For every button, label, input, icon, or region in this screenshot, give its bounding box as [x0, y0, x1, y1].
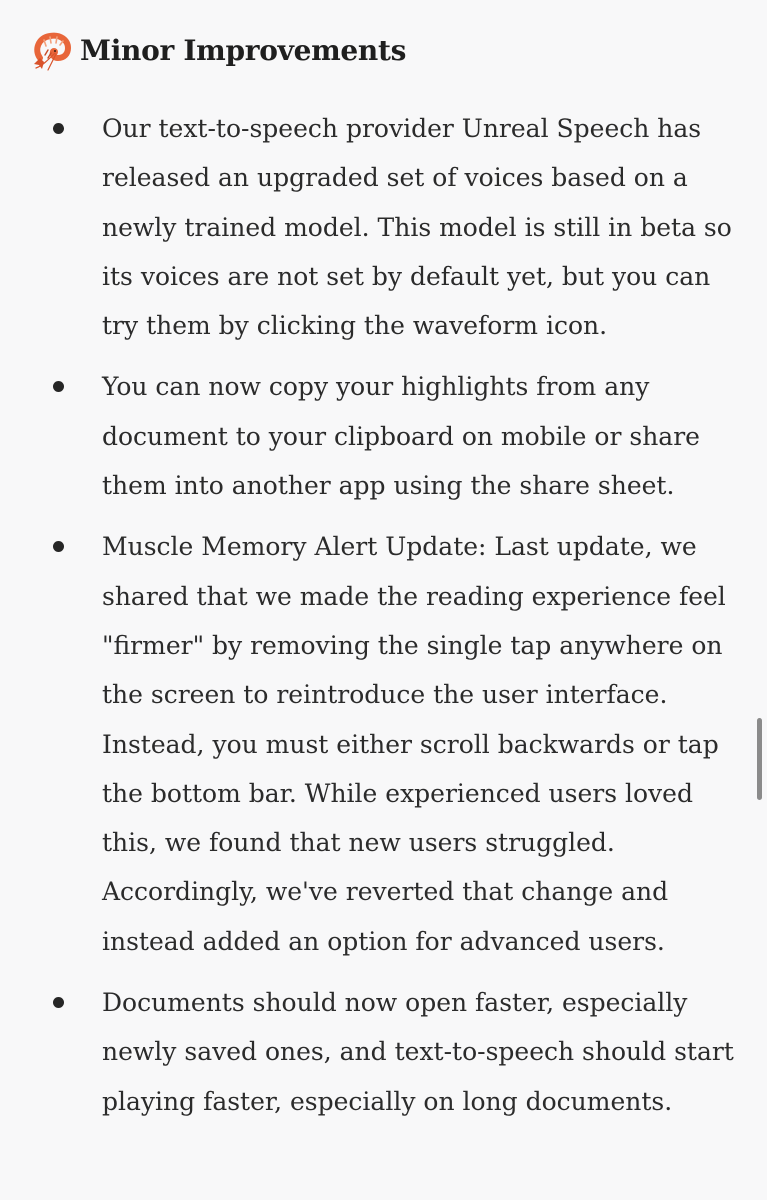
- bullet-icon: [53, 123, 64, 134]
- list-item-text: Our text-to-speech provider Unreal Speech has released an upgraded set of voices based on a newly trained model. This model is still in beta so its voices are not set by default yet, but you can try them by clicking the waveform icon.: [102, 114, 732, 341]
- bullet-icon: [53, 381, 64, 392]
- shrimp-icon: [30, 28, 74, 72]
- improvements-list: [0, 104, 767, 1138]
- section-header: [30, 28, 406, 72]
- list-item-text: You can now copy your highlights from any document to your clipboard on mobile or share them into another app using the share sheet.: [102, 372, 700, 501]
- vertical-scrollbar[interactable]: [757, 718, 762, 800]
- bullet-icon: [53, 541, 64, 552]
- list-item: [0, 522, 767, 966]
- list-item-text: Muscle Memory Alert Update: Last update, we shared that we made the reading experience feel "firmer" by removing the single tap anywhere on the screen to reintroduce the user interface. Instead, you must either scroll backwards or tap the bottom bar. While experienced users loved this, we found that new users struggled. Accordingly, we've reverted that change and instead added an option for advanced users.: [102, 532, 726, 956]
- bullet-icon: [53, 997, 64, 1008]
- list-item: [0, 104, 767, 350]
- section-title: Minor Improvements: [80, 33, 407, 67]
- list-item-text: Documents should now open faster, especially newly saved ones, and text-to-speech should start playing faster, especially on long documents.: [102, 988, 734, 1116]
- list-item: [0, 362, 767, 510]
- list-item: [0, 978, 767, 1126]
